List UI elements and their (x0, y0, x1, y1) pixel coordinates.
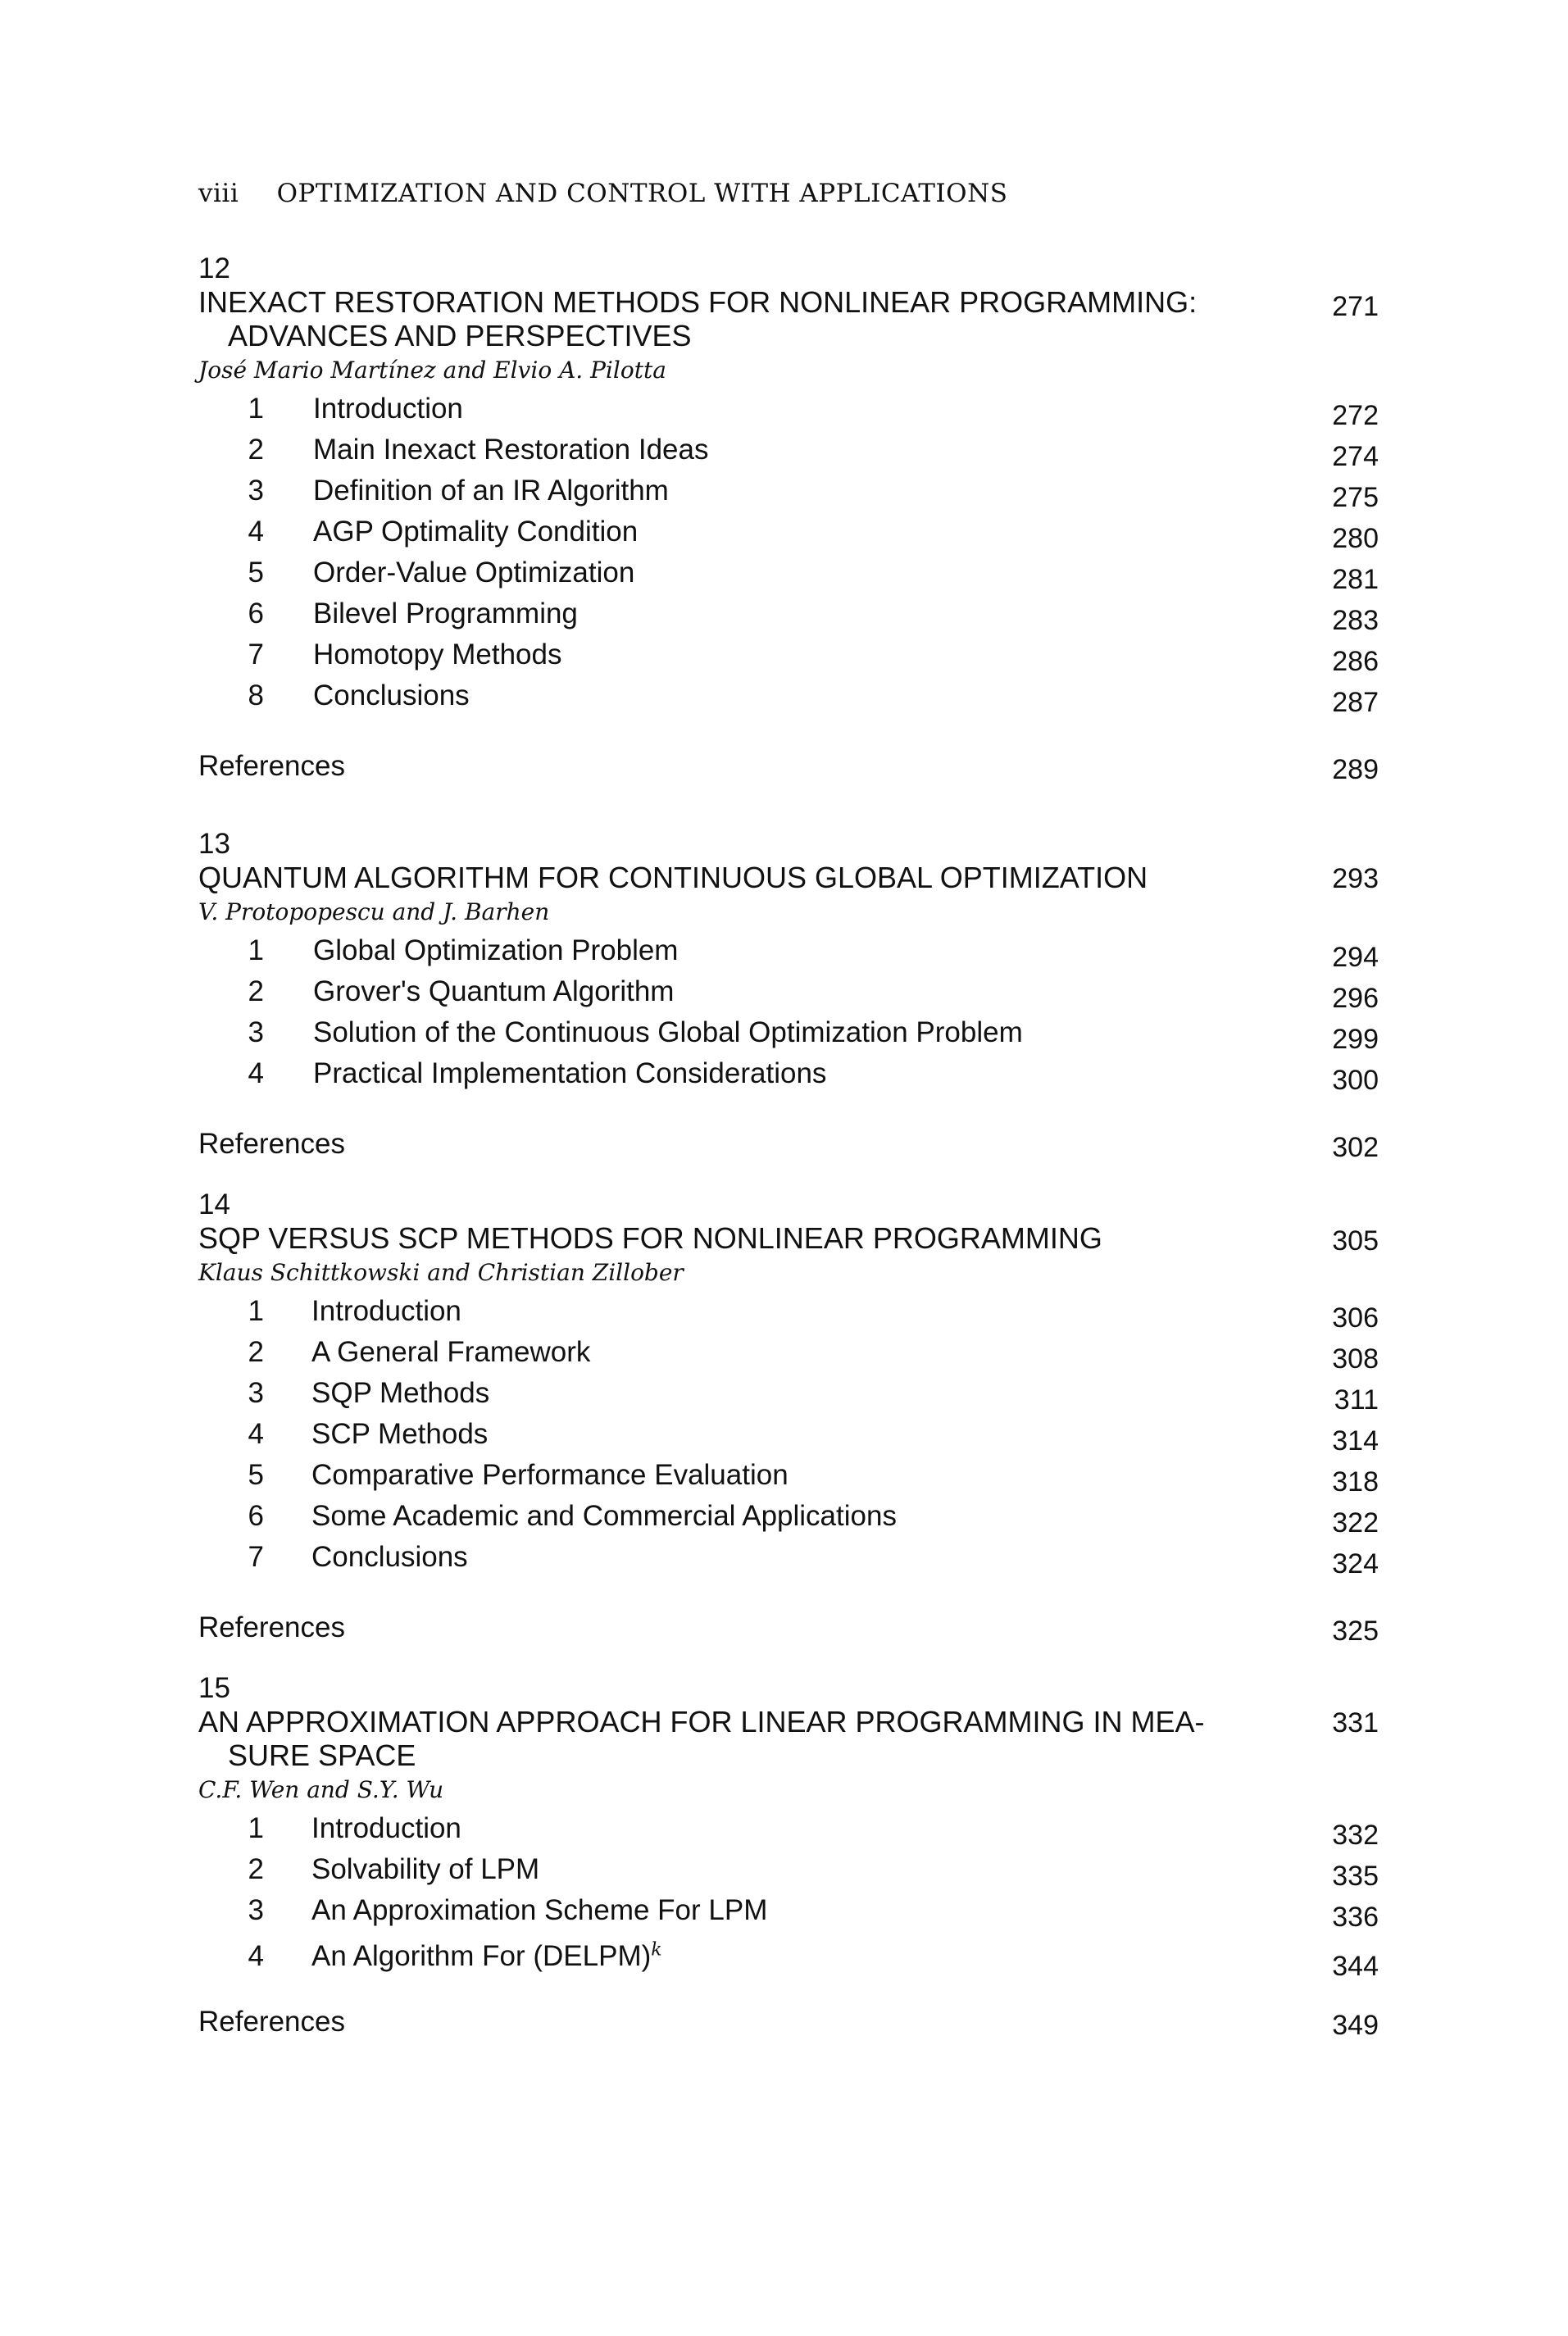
section-number: 1 (248, 1812, 264, 1844)
chapter-title-line: SQP VERSUS SCP METHODS FOR NONLINEAR PROGRAMMING (198, 1221, 1102, 1255)
section-number: 3 (248, 1016, 264, 1048)
section-entry[interactable] (198, 1373, 1379, 1414)
section-entry[interactable] (198, 1012, 1379, 1053)
section-entry[interactable] (198, 429, 1379, 470)
section-number: 5 (248, 557, 264, 589)
chapter-authors: Klaus Schittkowski and Christian Zillober (198, 1259, 684, 1286)
section-number: 5 (248, 1459, 264, 1491)
section-page: 314 (1332, 1425, 1379, 1457)
section-page: 336 (1332, 1902, 1379, 1933)
section-entry[interactable] (198, 1808, 1379, 1849)
references-entry[interactable] (198, 746, 1379, 787)
section-entry[interactable] (198, 1496, 1379, 1537)
section-number: 2 (248, 1853, 264, 1885)
section-entry[interactable] (198, 1931, 1379, 1982)
section-title: SCP Methods (311, 1418, 489, 1450)
section-title: Main Inexact Restoration Ideas (313, 434, 709, 466)
section-title: A General Framework (311, 1336, 591, 1368)
section-title: Solution of the Continuous Global Optimization Problem (313, 1016, 1023, 1048)
section-list (198, 389, 1379, 716)
section-number: 6 (248, 1500, 264, 1532)
section-page: 335 (1332, 1861, 1379, 1892)
chapter-authors: V. Protopopescu and J. Barhen (198, 898, 550, 925)
chapter-authors: José Mario Martínez and Elvio A. Pilotta (198, 357, 666, 384)
references-entry[interactable] (198, 2002, 1379, 2043)
section-entry[interactable] (198, 470, 1379, 511)
section-page: 294 (1332, 942, 1379, 973)
section-title: Conclusions (313, 679, 470, 711)
section-title: Conclusions (311, 1541, 468, 1573)
section-number: 4 (248, 1057, 264, 1089)
section-entry[interactable] (198, 1537, 1379, 1578)
section-number: 2 (248, 975, 264, 1007)
section-number: 1 (248, 1295, 264, 1327)
chapter-title (198, 1705, 1231, 1772)
chapter-title-line: SURE SPACE (228, 1738, 416, 1772)
section-page: 344 (1332, 1951, 1379, 1982)
chapter-15 (198, 1672, 1379, 2043)
section-number: 3 (248, 1894, 264, 1926)
section-number: 7 (248, 639, 264, 670)
chapter-number: 14 (198, 1188, 230, 1220)
chapter-page: 305 (1332, 1225, 1379, 1257)
section-page: 286 (1332, 646, 1379, 677)
chapter-title-row[interactable] (198, 1705, 1379, 1772)
section-page: 324 (1332, 1548, 1379, 1579)
section-title: Definition of an IR Algorithm (313, 475, 669, 507)
section-entry[interactable] (198, 1849, 1379, 1890)
chapter-number: 13 (198, 828, 230, 860)
section-number: 4 (248, 516, 264, 548)
section-number: 4 (248, 1940, 264, 1972)
section-number: 6 (248, 598, 264, 629)
section-entry[interactable] (198, 552, 1379, 593)
section-title (311, 1931, 662, 1982)
references-entry[interactable] (198, 1124, 1379, 1165)
chapter-page: 293 (1332, 863, 1379, 894)
section-entry[interactable] (198, 1890, 1379, 1931)
section-title: An Approximation Scheme For LPM (311, 1894, 768, 1926)
chapter-number: 12 (198, 252, 230, 284)
chapter-number: 15 (198, 1672, 230, 1704)
section-entry[interactable] (198, 1455, 1379, 1496)
section-title: Grover's Quantum Algorithm (313, 975, 675, 1007)
section-title: Bilevel Programming (313, 598, 578, 629)
section-title: Practical Implementation Considerations (313, 1057, 827, 1089)
section-page: 311 (1334, 1384, 1379, 1416)
section-number: 2 (248, 1336, 264, 1368)
chapter-title-row[interactable] (198, 1221, 1379, 1255)
section-number: 1 (248, 934, 264, 966)
chapter-title (198, 285, 1231, 352)
section-page: 306 (1332, 1302, 1379, 1334)
references-label: References (198, 1611, 345, 1643)
section-page: 275 (1332, 482, 1379, 513)
references-label: References (198, 1128, 345, 1160)
chapter-14 (198, 1188, 1379, 1648)
section-title: Global Optimization Problem (313, 934, 679, 966)
section-title: Introduction (311, 1295, 461, 1327)
chapter-title-line: ADVANCES AND PERSPECTIVES (228, 319, 692, 352)
section-page: 296 (1332, 983, 1379, 1014)
section-page: 281 (1332, 564, 1379, 595)
chapter-title-line: QUANTUM ALGORITHM FOR CONTINUOUS GLOBAL OPTIMIZATION (198, 861, 1148, 894)
section-title-text: An Algorithm For (DELPM) (311, 1940, 652, 1972)
section-list (198, 930, 1379, 1094)
section-list (198, 1808, 1379, 1982)
section-page: 283 (1332, 605, 1379, 636)
section-number: 2 (248, 434, 264, 466)
section-title: Comparative Performance Evaluation (311, 1459, 789, 1491)
section-title: Introduction (313, 393, 463, 425)
section-page: 280 (1332, 523, 1379, 554)
section-page: 332 (1332, 1820, 1379, 1851)
section-number: 3 (248, 1377, 264, 1409)
section-number: 4 (248, 1418, 264, 1450)
section-page: 272 (1332, 400, 1379, 431)
references-page: 302 (1332, 1132, 1379, 1163)
section-title: Homotopy Methods (313, 639, 562, 670)
section-number: 1 (248, 393, 264, 425)
section-title: Order-Value Optimization (313, 557, 635, 589)
chapter-title-row[interactable] (198, 285, 1379, 352)
section-title: AGP Optimality Condition (313, 516, 639, 548)
chapter-title-line: INEXACT RESTORATION METHODS FOR NONLINEAR PROGRAMMING: (198, 285, 1198, 319)
section-title: Introduction (311, 1812, 461, 1844)
superscript-k: k (651, 1939, 662, 1961)
chapter-title-row[interactable] (198, 861, 1379, 894)
references-page: 325 (1332, 1616, 1379, 1647)
chapter-page: 271 (1332, 291, 1379, 322)
chapter-page: 331 (1332, 1707, 1379, 1738)
section-entry[interactable] (198, 1053, 1379, 1094)
section-title: Solvability of LPM (311, 1853, 540, 1885)
section-list (198, 1291, 1379, 1578)
chapter-12 (198, 252, 1379, 787)
section-entry[interactable] (198, 389, 1379, 429)
section-page: 287 (1332, 687, 1379, 718)
chapter-title (198, 1221, 1231, 1255)
section-entry[interactable] (198, 1291, 1379, 1332)
section-number: 7 (248, 1541, 264, 1573)
chapter-title-line: AN APPROXIMATION APPROACH FOR LINEAR PROGRAMMING IN MEA- (198, 1705, 1205, 1738)
section-page: 299 (1332, 1024, 1379, 1055)
chapter-13 (198, 828, 1379, 1165)
section-entry[interactable] (198, 971, 1379, 1012)
references-entry[interactable] (198, 1607, 1379, 1648)
section-entry[interactable] (198, 1332, 1379, 1373)
section-entry[interactable] (198, 593, 1379, 634)
section-page: 300 (1332, 1065, 1379, 1096)
section-entry[interactable] (198, 1414, 1379, 1455)
section-entry[interactable] (198, 675, 1379, 716)
references-page: 349 (1332, 2010, 1379, 2041)
section-page: 318 (1332, 1466, 1379, 1497)
references-page: 289 (1332, 754, 1379, 785)
page-number: viii (198, 179, 239, 208)
section-page: 322 (1332, 1507, 1379, 1538)
section-title: SQP Methods (311, 1377, 490, 1409)
running-title: OPTIMIZATION AND CONTROL WITH APPLICATIONS (276, 179, 1008, 208)
section-number: 8 (248, 679, 264, 711)
chapter-authors: C.F. Wen and S.Y. Wu (198, 1776, 444, 1803)
section-entry[interactable] (198, 511, 1379, 552)
chapter-title (198, 861, 1231, 894)
references-label: References (198, 2006, 345, 2038)
section-entry[interactable] (198, 930, 1379, 971)
running-header (198, 179, 1007, 208)
section-title: Some Academic and Commercial Applications (311, 1500, 897, 1532)
section-page: 308 (1332, 1343, 1379, 1375)
section-entry[interactable] (198, 634, 1379, 675)
section-number: 3 (248, 475, 264, 507)
section-page: 274 (1332, 441, 1379, 472)
references-label: References (198, 750, 345, 782)
